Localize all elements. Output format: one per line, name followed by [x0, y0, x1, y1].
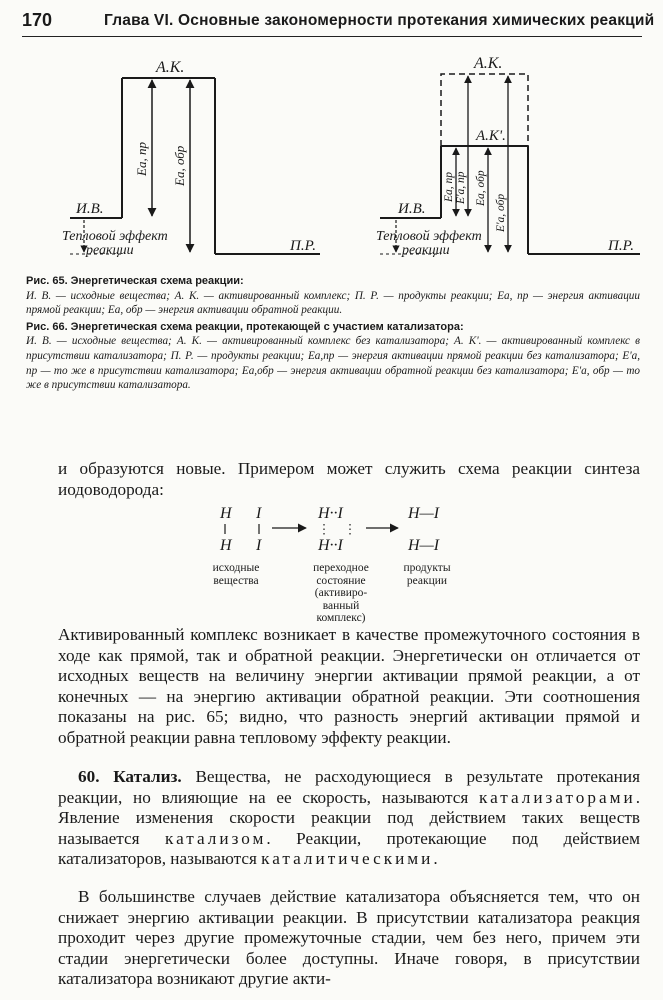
fig66-caption-body: И. В. — исходные вещества; А. К. — активированный комплекс без катализатора; А. К'. — активированный комплекс в присутствии катализатора; П. Р. — продукты реакции; Еа,пр — энергия активации прямой реакции без катализатора; Е'а, пр — то же в присутствии катализатора; Еа,обр — энергия активации обратной реакции без катализатора; Е'а, обр — то же в присутствии катализатора.: [26, 335, 640, 392]
fig66-right-level-label: П.Р.: [608, 238, 634, 254]
scheme-h-bottom: H: [220, 537, 232, 554]
scheme-i-top: I: [256, 505, 262, 522]
term-catalysis: катализом: [165, 828, 267, 848]
catalysis-text-4: .: [433, 849, 438, 869]
fig65-arrow-forward-label: Еа, пр: [134, 142, 149, 176]
scheme-transition-bottom: H··I: [318, 537, 343, 554]
scheme-transition-top: H··I: [318, 505, 343, 522]
scheme-label-transition: переходное состояние (активиро- ванный комплекс): [313, 562, 369, 624]
figure-65: [62, 59, 320, 258]
figure-captions: [26, 274, 640, 395]
paragraph-catalysis: [58, 767, 640, 870]
fig65-heat-label-2: реакции: [86, 243, 134, 258]
paragraph-catalyst-action: В большинстве случаев действие катализатора объясняется тем, что он снижает энергию активации реакции. В присутствии катализатора реакция проходит через другие промежуточные стадии, чем без него, причем эти стадии энергетически более доступны. Иначе говоря, в присутствии катализатора возникают другие акти-: [58, 887, 640, 989]
figure-66: [376, 55, 640, 258]
fig66-heat-label-1: Тепловой эффект: [376, 229, 482, 244]
scheme-product-top: H—I: [408, 505, 440, 522]
energy-diagrams: [0, 40, 663, 270]
fig66-arrow-3-label: Еа, обр: [475, 170, 487, 206]
scheme-h-top: H: [220, 505, 232, 522]
scheme-product-bottom: H—I: [408, 537, 440, 554]
page-header: [22, 10, 655, 34]
hi-reaction-scheme: [0, 500, 663, 625]
paragraph-hi-example: и образуются новые. Примером может служить схема реакции синтеза иодоводорода:: [58, 459, 640, 499]
fig65-left-level-label: И.В.: [76, 201, 104, 217]
fig65-caption-body: И. В. — исходные вещества; А. К. — активированный комплекс; П. Р. — продукты реакции; Еа, пр — энергия активации прямой реакции; Еа, обр — энергия активации обратной реакции.: [26, 289, 640, 317]
catalysis-text-2: . Явление изменения скорости реакции под действием таких веществ называется: [58, 787, 640, 848]
fig65-heat-label-1: Тепловой эффект: [62, 229, 168, 244]
fig66-caption: [26, 320, 640, 393]
fig66-left-level-label: И.В.: [398, 201, 426, 217]
running-head: Глава VI. Основные закономерности протекания химических реакций: [104, 12, 655, 29]
fig65-right-level-label: П.Р.: [290, 238, 316, 254]
term-catalysts: катализаторами: [479, 787, 636, 807]
scheme-i-bottom: I: [256, 537, 262, 554]
fig65-arrow-reverse-label: Еа, обр: [172, 145, 187, 186]
scheme-label-reactants: исходные вещества: [212, 562, 260, 587]
fig66-arrow-4-label: Е'а, обр: [495, 193, 507, 232]
scheme-label-products: продукты реакции: [403, 562, 451, 587]
fig66-heat-label-2: реакции: [402, 243, 450, 258]
fig65-top-label: А.К.: [156, 59, 185, 76]
fig65-caption-title: Рис. 65. Энергетическая схема реакции:: [26, 275, 244, 287]
section-heading-catalysis: 60. Катализ.: [78, 767, 182, 786]
page-number: 170: [22, 10, 53, 30]
fig66-top-label: А.К.: [474, 55, 503, 72]
catalysis-text-3: . Реакции, протекающие под действием катализаторов, называются: [58, 828, 640, 869]
header-rule: [22, 36, 642, 37]
paragraph-activated-complex: Активированный комплекс возникает в качестве промежуточного состояния в ходе как прямой, так и обратной реакции. Энергетически он отличается от исходных веществ на величину энергии активации прямой реакции, а от конечных — на энергию активации обратной реакции. Эти соотношения показаны на рис. 65; видно, что разность энергий активации прямой и обратной реакции равна тепловому эффекту реакции.: [58, 625, 640, 747]
catalysis-text-1: Вещества, не расходующиеся в результате протекания реакции, но влияющие на ее скорость, называются: [58, 767, 640, 807]
fig66-arrow-1-label: Еа, пр: [443, 171, 455, 202]
term-catalytic: каталитическими: [261, 849, 434, 869]
fig66-mid-label: А.К'.: [476, 128, 506, 144]
fig66-arrow-2-label: Е'а, пр: [455, 171, 467, 204]
fig65-caption: [26, 274, 640, 318]
fig66-caption-title: Рис. 66. Энергетическая схема реакции, протекающей с участием катализатора:: [26, 320, 464, 333]
